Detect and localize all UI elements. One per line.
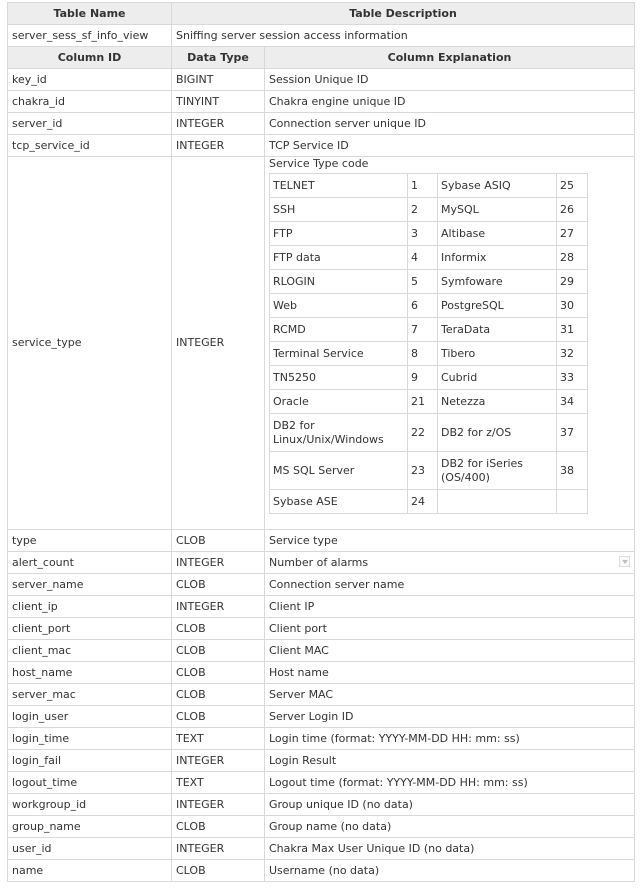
service-code-row xyxy=(270,270,588,294)
table-row xyxy=(8,91,635,113)
table-name-header: Table Name xyxy=(8,3,172,25)
table-row xyxy=(8,662,635,684)
column-explanation-text: Login time (format: YYYY-MM-DD HH: mm: ss) xyxy=(269,731,520,745)
table-row xyxy=(8,596,635,618)
table-row xyxy=(8,838,635,860)
table-header-row xyxy=(8,3,635,25)
column-explanation-text: Group name (no data) xyxy=(269,819,392,833)
column-id-text: name xyxy=(12,863,44,877)
service-name: Symfoware xyxy=(438,270,557,294)
data-type xyxy=(172,816,265,838)
column-id xyxy=(8,706,172,728)
service-code: 33 xyxy=(557,366,588,390)
schema-document xyxy=(7,2,634,882)
data-type-header: Data Type xyxy=(172,47,265,69)
column-id xyxy=(8,684,172,706)
column-explanation xyxy=(265,816,635,838)
table-row xyxy=(8,728,635,750)
data-type xyxy=(172,838,265,860)
column-id-text: group_name xyxy=(12,819,81,833)
column-id: key_id xyxy=(8,69,172,91)
table-row xyxy=(8,750,635,772)
service-code: 24 xyxy=(408,490,438,514)
column-id xyxy=(8,618,172,640)
service-name xyxy=(438,490,557,514)
column-id: chakra_id xyxy=(8,91,172,113)
service-name: Oracle xyxy=(270,390,408,414)
column-explanation xyxy=(265,728,635,750)
column-explanation xyxy=(265,860,635,882)
column-id-text: type xyxy=(12,533,37,547)
service-code: 9 xyxy=(408,366,438,390)
column-id-text: login_user xyxy=(12,709,69,723)
column-explanation-text: Group unique ID (no data) xyxy=(269,797,413,811)
data-type: TINYINT xyxy=(172,91,265,113)
column-id-text: host_name xyxy=(12,665,73,679)
data-type: INTEGER xyxy=(172,157,265,530)
service-name: FTP data xyxy=(270,246,408,270)
data-type-text: CLOB xyxy=(176,533,206,547)
service-code-row xyxy=(270,414,588,452)
column-explanation-text: Server MAC xyxy=(269,687,334,701)
column-explanation xyxy=(265,772,635,794)
service-code-row xyxy=(270,490,588,514)
data-type xyxy=(172,728,265,750)
data-type-text: TEXT xyxy=(176,731,204,745)
column-id xyxy=(8,838,172,860)
column-explanation xyxy=(265,640,635,662)
data-type xyxy=(172,662,265,684)
data-type-text: CLOB xyxy=(176,643,206,657)
column-id xyxy=(8,750,172,772)
service-code: 4 xyxy=(408,246,438,270)
service-name: TELNET xyxy=(270,174,408,198)
service-name: FTP xyxy=(270,222,408,246)
data-type xyxy=(172,860,265,882)
data-type-text: INTEGER xyxy=(176,555,225,569)
column-id xyxy=(8,860,172,882)
data-type-text: CLOB xyxy=(176,709,206,723)
column-explanation-text: Login Result xyxy=(269,753,337,767)
data-type xyxy=(172,618,265,640)
column-explanation xyxy=(265,157,635,530)
column-id-text: server_mac xyxy=(12,687,76,701)
data-type: INTEGER xyxy=(172,113,265,135)
service-name: Netezza xyxy=(438,390,557,414)
table-row xyxy=(8,69,635,91)
column-explanation: Chakra engine unique ID xyxy=(265,91,635,113)
table-row xyxy=(8,684,635,706)
column-id-text: server_name xyxy=(12,577,84,591)
column-explanation-text: Server Login ID xyxy=(269,709,354,723)
column-explanation-text: Host name xyxy=(269,665,329,679)
data-type xyxy=(172,750,265,772)
table-row xyxy=(8,618,635,640)
column-explanation-text: Username (no data) xyxy=(269,863,380,877)
service-code-row xyxy=(270,198,588,222)
column-id xyxy=(8,640,172,662)
service-code: 6 xyxy=(408,294,438,318)
table-row xyxy=(8,794,635,816)
service-name: SSH xyxy=(270,198,408,222)
table-name-value: server_sess_sf_info_view xyxy=(8,25,172,47)
column-explanation xyxy=(265,574,635,596)
column-explanation xyxy=(265,838,635,860)
column-explanation xyxy=(265,596,635,618)
table-row xyxy=(8,135,635,157)
column-explanation-text: Chakra Max User Unique ID (no data) xyxy=(269,841,475,855)
table-row xyxy=(8,574,635,596)
column-explanation xyxy=(265,552,635,574)
column-id: server_id xyxy=(8,113,172,135)
column-id-text: user_id xyxy=(12,841,52,855)
data-type xyxy=(172,794,265,816)
service-code-row xyxy=(270,452,588,490)
service-code-row xyxy=(270,366,588,390)
service-type-row xyxy=(8,157,635,530)
service-code: 37 xyxy=(557,414,588,452)
column-id: tcp_service_id xyxy=(8,135,172,157)
column-id xyxy=(8,728,172,750)
service-code: 21 xyxy=(408,390,438,414)
table-description-value: Sniffing server session access information xyxy=(172,25,635,47)
column-id xyxy=(8,816,172,838)
service-code: 31 xyxy=(557,318,588,342)
data-type xyxy=(172,596,265,618)
data-type-text: CLOB xyxy=(176,687,206,701)
data-type: INTEGER xyxy=(172,135,265,157)
service-code: 23 xyxy=(408,452,438,490)
column-explanation: Session Unique ID xyxy=(265,69,635,91)
column-id xyxy=(8,772,172,794)
column-explanation-text: Client MAC xyxy=(269,643,329,657)
column-id xyxy=(8,574,172,596)
service-name: RCMD xyxy=(270,318,408,342)
data-type xyxy=(172,530,265,552)
table-info-row xyxy=(8,25,635,47)
service-name: MS SQL Server xyxy=(270,452,408,490)
service-name: Tibero xyxy=(438,342,557,366)
column-explanation-text: Number of alarms xyxy=(269,555,369,569)
column-explanation xyxy=(265,662,635,684)
service-name: Sybase ASE xyxy=(270,490,408,514)
column-id: service_type xyxy=(8,157,172,530)
service-code: 8 xyxy=(408,342,438,366)
service-name: MySQL xyxy=(438,198,557,222)
service-name: RLOGIN xyxy=(270,270,408,294)
service-name: DB2 for iSeries (OS/400) xyxy=(438,452,557,490)
column-id-header: Column ID xyxy=(8,47,172,69)
table-row xyxy=(8,860,635,882)
data-type-text: CLOB xyxy=(176,577,206,591)
service-code: 38 xyxy=(557,452,588,490)
service-code: 5 xyxy=(408,270,438,294)
data-type xyxy=(172,552,265,574)
service-code-row xyxy=(270,318,588,342)
table-row xyxy=(8,530,635,552)
column-id-text: logout_time xyxy=(12,775,78,789)
service-code-row xyxy=(270,174,588,198)
column-id xyxy=(8,794,172,816)
data-type-text: CLOB xyxy=(176,621,206,635)
service-code xyxy=(557,490,588,514)
service-code: 2 xyxy=(408,198,438,222)
service-name: Sybase ASIQ xyxy=(438,174,557,198)
service-code: 25 xyxy=(557,174,588,198)
service-name: Terminal Service xyxy=(270,342,408,366)
service-code-row xyxy=(270,246,588,270)
data-type-text: CLOB xyxy=(176,665,206,679)
column-explanation xyxy=(265,706,635,728)
service-name: DB2 for Linux/Unix/Windows xyxy=(270,414,408,452)
data-type-text: INTEGER xyxy=(176,797,225,811)
data-type xyxy=(172,772,265,794)
column-id-text: client_ip xyxy=(12,599,58,613)
service-code: 7 xyxy=(408,318,438,342)
service-code: 28 xyxy=(557,246,588,270)
column-explanation: Connection server unique ID xyxy=(265,113,635,135)
column-id-text: login_time xyxy=(12,731,70,745)
service-code: 29 xyxy=(557,270,588,294)
column-explanation-header: Column Explanation xyxy=(265,47,635,69)
column-id-text: alert_count xyxy=(12,555,74,569)
column-id xyxy=(8,552,172,574)
service-code-table xyxy=(269,173,588,514)
column-id-text: login_fail xyxy=(12,753,62,767)
service-code: 34 xyxy=(557,390,588,414)
service-name: Cubrid xyxy=(438,366,557,390)
service-name: Informix xyxy=(438,246,557,270)
column-header-row xyxy=(8,47,635,69)
service-type-caption: Service Type code xyxy=(269,157,369,170)
data-type-text: INTEGER xyxy=(176,599,225,613)
service-code: 27 xyxy=(557,222,588,246)
table-row xyxy=(8,552,635,574)
column-explanation: TCP Service ID xyxy=(265,135,635,157)
column-id xyxy=(8,530,172,552)
column-explanation-text: Client IP xyxy=(269,599,315,613)
column-explanation-text: Service type xyxy=(269,533,338,547)
chevron-down-icon[interactable] xyxy=(619,556,630,567)
data-type xyxy=(172,640,265,662)
service-code: 26 xyxy=(557,198,588,222)
column-explanation xyxy=(265,530,635,552)
data-type xyxy=(172,706,265,728)
table-row xyxy=(8,706,635,728)
service-code: 32 xyxy=(557,342,588,366)
service-code: 22 xyxy=(408,414,438,452)
service-name: Web xyxy=(270,294,408,318)
column-explanation xyxy=(265,794,635,816)
service-name: PostgreSQL xyxy=(438,294,557,318)
data-type-text: TEXT xyxy=(176,775,204,789)
column-id-text: client_mac xyxy=(12,643,72,657)
column-explanation xyxy=(265,750,635,772)
column-explanation-text: Client port xyxy=(269,621,327,635)
service-code: 30 xyxy=(557,294,588,318)
schema-table xyxy=(7,2,635,882)
data-type xyxy=(172,684,265,706)
table-description-header: Table Description xyxy=(172,3,635,25)
service-name: Altibase xyxy=(438,222,557,246)
data-type: BIGINT xyxy=(172,69,265,91)
service-code-row xyxy=(270,222,588,246)
service-code-row xyxy=(270,294,588,318)
column-id-text: workgroup_id xyxy=(12,797,87,811)
column-explanation-text: Connection server name xyxy=(269,577,405,591)
table-row xyxy=(8,816,635,838)
service-name: DB2 for z/OS xyxy=(438,414,557,452)
service-code: 1 xyxy=(408,174,438,198)
data-type-text: CLOB xyxy=(176,863,206,877)
column-id xyxy=(8,662,172,684)
table-row xyxy=(8,640,635,662)
column-id xyxy=(8,596,172,618)
service-code-row xyxy=(270,342,588,366)
data-type-text: INTEGER xyxy=(176,841,225,855)
table-row xyxy=(8,772,635,794)
column-explanation-text: Logout time (format: YYYY-MM-DD HH: mm: ss) xyxy=(269,775,528,789)
data-type-text: INTEGER xyxy=(176,753,225,767)
column-id-text: client_port xyxy=(12,621,71,635)
service-code-row xyxy=(270,390,588,414)
data-type xyxy=(172,574,265,596)
column-explanation xyxy=(265,618,635,640)
column-explanation xyxy=(265,684,635,706)
service-name: TeraData xyxy=(438,318,557,342)
service-name: TN5250 xyxy=(270,366,408,390)
service-code: 3 xyxy=(408,222,438,246)
table-row xyxy=(8,113,635,135)
data-type-text: CLOB xyxy=(176,819,206,833)
